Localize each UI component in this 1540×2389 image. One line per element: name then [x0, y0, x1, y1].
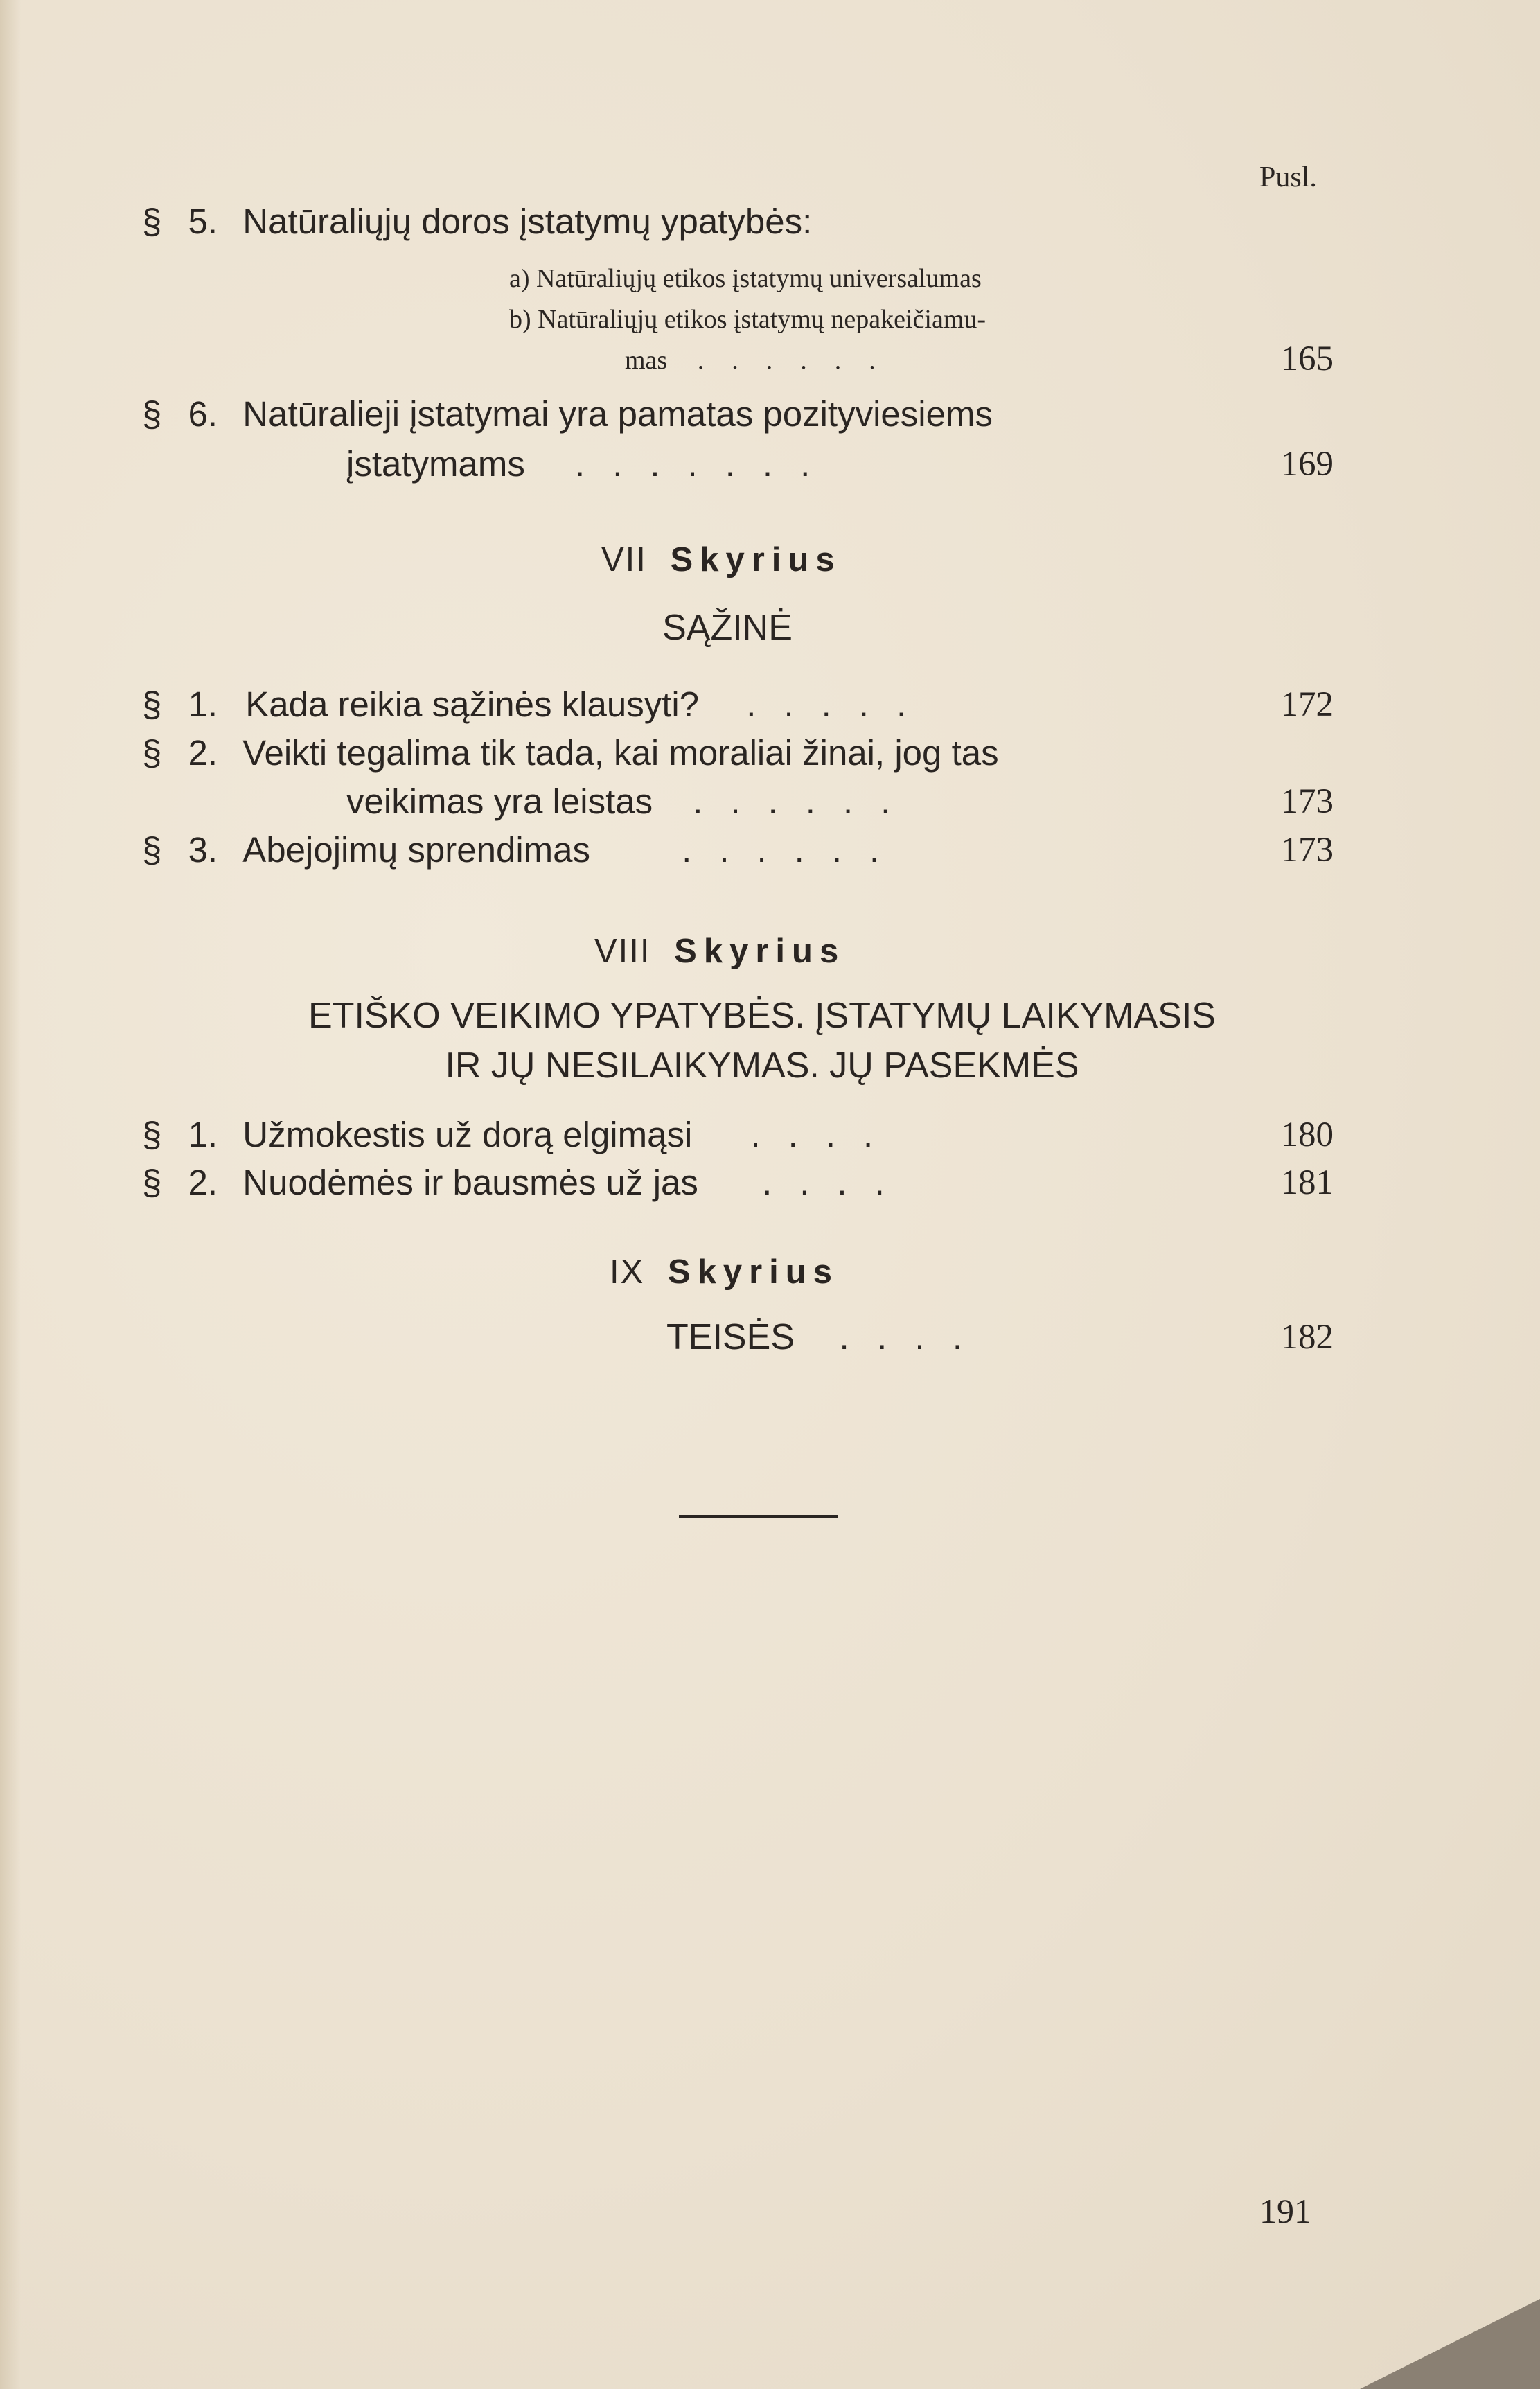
toc-subitem-b-cont: [625, 344, 903, 377]
chapter-heading-ix: [610, 1253, 839, 1292]
entry-text-cont: mas: [625, 346, 668, 375]
chapter-title-line-2: IR JŲ NESILAIKYMAS. JŲ PASEKMĖS: [445, 1046, 1079, 1086]
page-ref: 173: [1280, 782, 1334, 821]
leader-dots: ....: [839, 1317, 991, 1357]
toc-entry-viii-1: [142, 1114, 901, 1156]
toc-subitem-a: a) Natūraliųjų etikos įstatymų universalumas: [509, 264, 982, 293]
page-ref: 172: [1280, 685, 1334, 724]
page-ref: 165: [1280, 340, 1334, 378]
section-symbol: §: [142, 685, 162, 724]
entry-text: Abejojimų sprendimas: [242, 830, 590, 870]
page-corner-fold: [1360, 2299, 1540, 2389]
chapter-title: TEISĖS: [666, 1317, 795, 1357]
chapter-title: SĄŽINĖ: [662, 608, 793, 648]
leader-dots: ......: [697, 346, 903, 375]
section-symbol: §: [142, 1163, 162, 1202]
toc-entry-6: [142, 394, 993, 435]
chapter-number: IX: [610, 1253, 645, 1291]
closing-rule: [679, 1515, 838, 1518]
entry-text: Natūraliųjų doros įstatymų ypatybės:: [242, 202, 813, 241]
chapter-heading-vii: [601, 540, 842, 579]
section-symbol: §: [142, 1115, 162, 1154]
leader-dots: ......: [682, 830, 908, 870]
entry-text-cont: įstatymams: [346, 444, 525, 484]
chapter-heading-viii: [594, 932, 845, 971]
entry-text: Veikti tegalima tik tada, kai moraliai žinai, jog tas: [242, 733, 999, 773]
page-ref: 181: [1280, 1163, 1334, 1202]
page-ref: 169: [1280, 445, 1334, 484]
entry-text: Nuodėmės ir bausmės už jas: [242, 1163, 698, 1202]
chapter-title-line-1: ETIŠKO VEIKIMO YPATYBĖS. ĮSTATYMŲ LAIKYMASIS: [308, 996, 1216, 1036]
leader-dots: ......: [693, 782, 919, 821]
page-column-header: Pusl.: [1259, 161, 1317, 193]
section-symbol: §: [142, 202, 162, 241]
section-symbol: §: [142, 733, 162, 773]
chapter-skyrius: Skyrius: [667, 1253, 839, 1291]
section-symbol: §: [142, 830, 162, 870]
entry-number: 3.: [188, 830, 218, 870]
chapter-number: VIII: [594, 933, 651, 970]
chapter-title-ix: [666, 1316, 990, 1358]
page-ref: 173: [1280, 831, 1334, 870]
leader-dots: .......: [575, 444, 838, 484]
toc-entry-5: [142, 201, 812, 243]
toc-entry-viii-2: [142, 1162, 912, 1204]
toc-entry-6-cont: [346, 443, 838, 485]
entry-number: 2.: [188, 1163, 218, 1202]
toc-entry-vii-1: [142, 684, 934, 725]
leader-dots: ....: [750, 1115, 901, 1154]
page-ref: 182: [1280, 1318, 1334, 1357]
chapter-skyrius: Skyrius: [674, 933, 846, 970]
entry-number: 6.: [188, 394, 218, 434]
toc-entry-vii-2-cont: [346, 781, 918, 822]
entry-text-cont: veikimas yra leistas: [346, 782, 653, 821]
page-ref: 180: [1280, 1116, 1334, 1154]
entry-number: 5.: [188, 202, 218, 241]
entry-text: Natūralieji įstatymai yra pamatas pozityviesiems: [242, 394, 993, 434]
toc-entry-vii-3: [142, 829, 907, 871]
toc-entry-vii-2: [142, 732, 999, 774]
entry-number: 2.: [188, 733, 218, 773]
entry-number: 1.: [188, 1115, 218, 1154]
leader-dots: .....: [746, 685, 935, 724]
chapter-skyrius: Skyrius: [670, 541, 842, 579]
toc-subitem-b: b) Natūraliųjų etikos įstatymų nepakeičiamu-: [509, 305, 986, 334]
leader-dots: ....: [762, 1163, 912, 1202]
entry-text: Užmokestis už dorą elgimąsi: [242, 1115, 693, 1154]
page-edge-shadow: [0, 0, 21, 2389]
entry-number: 1.: [188, 685, 218, 724]
section-symbol: §: [142, 394, 162, 434]
entry-text: Kada reikia sąžinės klausyti?: [245, 685, 700, 724]
page-number: 191: [1259, 2192, 1311, 2230]
chapter-number: VII: [601, 541, 647, 579]
